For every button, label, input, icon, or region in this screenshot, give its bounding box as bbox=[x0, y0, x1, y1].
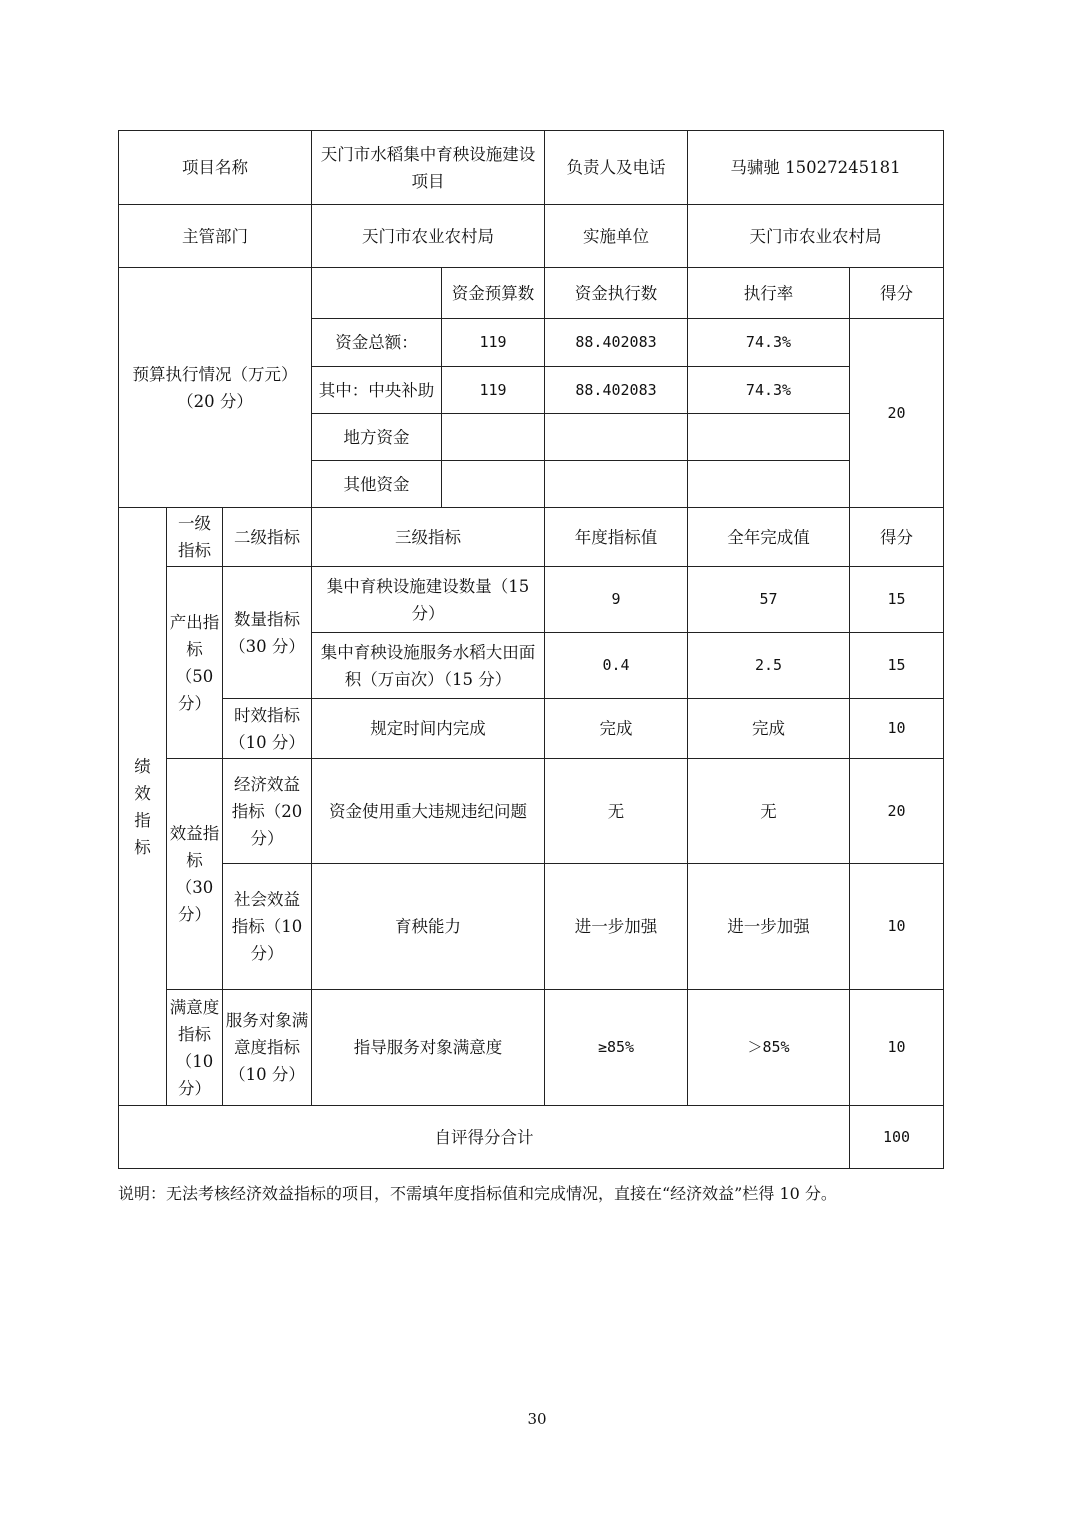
indicator-name: 育秧能力 bbox=[312, 864, 545, 990]
target-value: 完成 bbox=[545, 699, 688, 759]
indicator-name: 资金使用重大违规违纪问题 bbox=[312, 759, 545, 864]
target-value: 进一步加强 bbox=[545, 864, 688, 990]
budget-row-rate bbox=[688, 414, 850, 461]
target-value: 0.4 bbox=[545, 633, 688, 699]
impl-label: 实施单位 bbox=[545, 205, 688, 268]
budget-col-score: 得分 bbox=[850, 268, 944, 319]
page-number: 30 bbox=[527, 1410, 547, 1428]
actual-value: 57 bbox=[688, 567, 850, 633]
header-level1: 一级指标 bbox=[167, 508, 223, 567]
score-value: 15 bbox=[850, 633, 944, 699]
budget-col-exec: 资金执行数 bbox=[545, 268, 688, 319]
header-level2: 二级指标 bbox=[223, 508, 312, 567]
target-value: 9 bbox=[545, 567, 688, 633]
timeliness-indicator-label: 时效指标（10 分） bbox=[223, 699, 312, 759]
budget-row-budget: 119 bbox=[442, 367, 545, 414]
budget-row-exec bbox=[545, 414, 688, 461]
self-evaluation-table bbox=[118, 130, 944, 1169]
indicator-name: 指导服务对象满意度 bbox=[312, 990, 545, 1106]
score-value: 10 bbox=[850, 864, 944, 990]
total-label: 自评得分合计 bbox=[119, 1106, 850, 1169]
impl-value: 天门市农业农村局 bbox=[688, 205, 944, 268]
budget-score: 20 bbox=[850, 319, 944, 508]
contact-value: 马骕驰 15027245181 bbox=[688, 131, 944, 205]
budget-header-blank bbox=[312, 268, 442, 319]
header-target: 年度指标值 bbox=[545, 508, 688, 567]
actual-value: 完成 bbox=[688, 699, 850, 759]
budget-row-rate bbox=[688, 461, 850, 508]
indicator-name: 集中育秧设施服务水稻大田面积（万亩次）（15 分） bbox=[312, 633, 545, 699]
score-value: 20 bbox=[850, 759, 944, 864]
budget-row-budget bbox=[442, 461, 545, 508]
indicator-name: 集中育秧设施建设数量（15 分） bbox=[312, 567, 545, 633]
budget-col-budget: 资金预算数 bbox=[442, 268, 545, 319]
budget-row-rate: 74.3% bbox=[688, 367, 850, 414]
actual-value: 进一步加强 bbox=[688, 864, 850, 990]
score-value: 10 bbox=[850, 990, 944, 1106]
budget-row-rate: 74.3% bbox=[688, 319, 850, 367]
table-note: 说明：无法考核经济效益指标的项目，不需填年度指标值和完成情况，直接在“经济效益”栏得 10 分。 bbox=[118, 1184, 837, 1203]
score-value: 10 bbox=[850, 699, 944, 759]
benefit-indicator-label: 效益指标（30 分） bbox=[167, 759, 223, 990]
budget-row-label: 其中：中央补助 bbox=[312, 367, 442, 414]
budget-section-label: 预算执行情况（万元）（20 分） bbox=[119, 268, 312, 508]
actual-value: 无 bbox=[688, 759, 850, 864]
project-name-value: 天门市水稻集中育秧设施建设项目 bbox=[312, 131, 545, 205]
budget-row-label: 地方资金 bbox=[312, 414, 442, 461]
actual-value: ＞85% bbox=[688, 990, 850, 1106]
satisfaction-indicator-label: 满意度指标（10 分） bbox=[167, 990, 223, 1106]
budget-row-budget bbox=[442, 414, 545, 461]
header-level3: 三级指标 bbox=[312, 508, 545, 567]
budget-row-exec: 88.402083 bbox=[545, 319, 688, 367]
project-name-label: 项目名称 bbox=[119, 131, 312, 205]
header-actual: 全年完成值 bbox=[688, 508, 850, 567]
budget-row-exec: 88.402083 bbox=[545, 367, 688, 414]
budget-row-exec bbox=[545, 461, 688, 508]
budget-row-label: 资金总额： bbox=[312, 319, 442, 367]
service-satisfaction-label: 服务对象满意度指标（10 分） bbox=[223, 990, 312, 1106]
performance-section-label: 绩效指标 bbox=[119, 508, 167, 1106]
score-value: 15 bbox=[850, 567, 944, 633]
budget-row-label: 其他资金 bbox=[312, 461, 442, 508]
dept-label: 主管部门 bbox=[119, 205, 312, 268]
budget-col-rate: 执行率 bbox=[688, 268, 850, 319]
quantity-indicator-label: 数量指标（30 分） bbox=[223, 567, 312, 699]
dept-value: 天门市农业农村局 bbox=[312, 205, 545, 268]
header-score: 得分 bbox=[850, 508, 944, 567]
total-score: 100 bbox=[850, 1106, 944, 1169]
indicator-name: 规定时间内完成 bbox=[312, 699, 545, 759]
output-indicator-label: 产出指标（50 分） bbox=[167, 567, 223, 759]
actual-value: 2.5 bbox=[688, 633, 850, 699]
target-value: 无 bbox=[545, 759, 688, 864]
budget-row-budget: 119 bbox=[442, 319, 545, 367]
social-indicator-label: 社会效益指标（10 分） bbox=[223, 864, 312, 990]
economic-indicator-label: 经济效益指标（20 分） bbox=[223, 759, 312, 864]
contact-label: 负责人及电话 bbox=[545, 131, 688, 205]
target-value: ≥85% bbox=[545, 990, 688, 1106]
